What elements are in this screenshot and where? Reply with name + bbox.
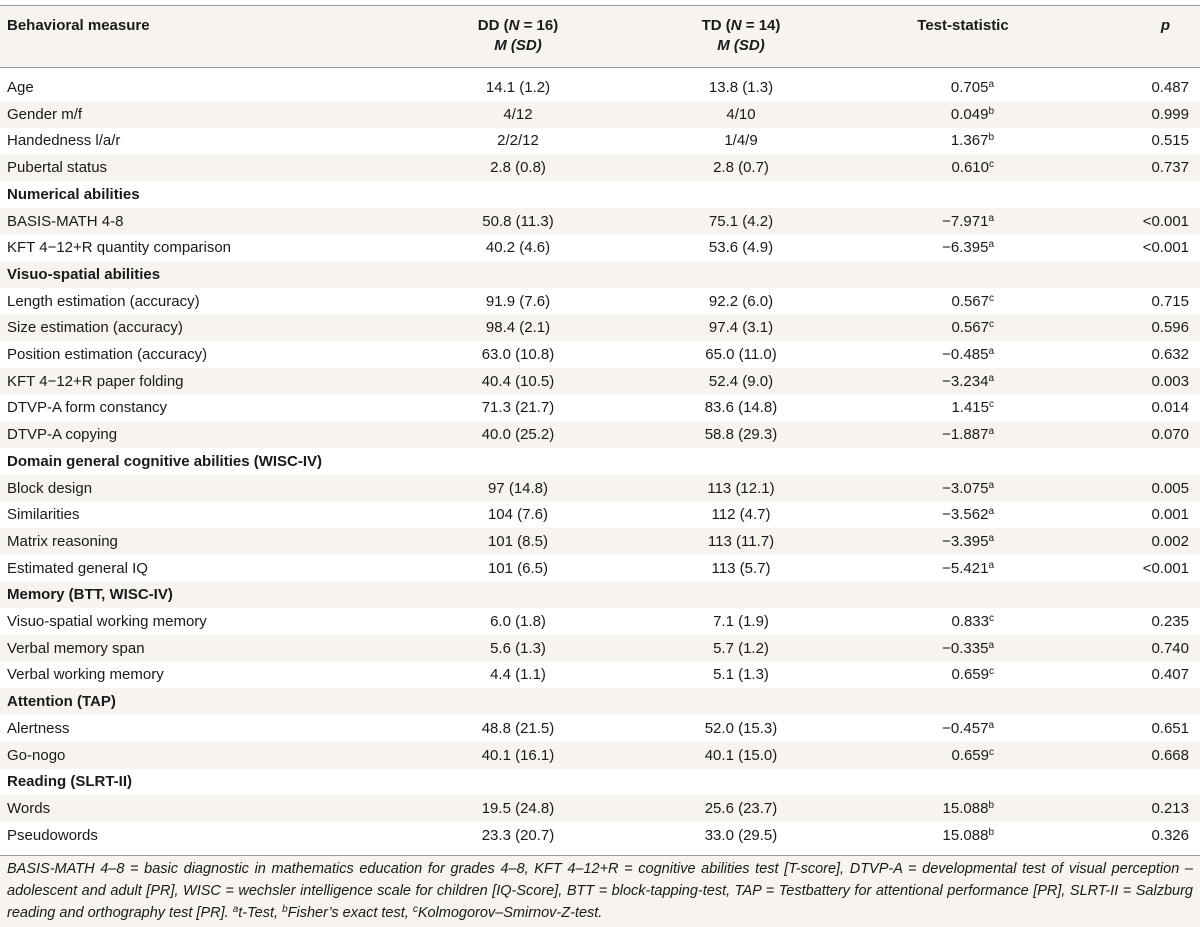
dd-value: 2/2/12 <box>497 132 539 150</box>
td-value: 40.1 (15.0) <box>704 746 778 764</box>
td-value: 112 (4.7) <box>711 506 771 524</box>
p-value: 0.326 <box>1151 826 1189 844</box>
measure-label: Pubertal status <box>7 159 108 177</box>
dd-value: 50.8 (11.3) <box>482 212 554 230</box>
measure-label: DTVP-A copying <box>7 426 118 444</box>
test-statistic-value <box>951 74 994 103</box>
header-dd-subtitle: M (SD) <box>494 37 542 54</box>
section-header-row <box>0 581 1200 608</box>
section-header-row <box>0 448 1200 475</box>
td-value: 4/10 <box>726 105 756 123</box>
measure-label: Words <box>7 799 51 817</box>
p-value: 0.070 <box>1151 426 1189 444</box>
footnote-marker: b <box>282 904 288 915</box>
table-row <box>0 394 1200 421</box>
statistic-number: 0.049 <box>950 105 989 123</box>
dd-value: 14.1 (1.2) <box>485 79 551 96</box>
test-type-marker: a <box>988 372 994 384</box>
dd-value: 48.8 (21.5) <box>481 719 555 737</box>
table-row <box>0 368 1200 395</box>
test-type-marker: c <box>989 159 994 171</box>
test-type-marker: a <box>988 639 994 651</box>
td-value: 58.8 (29.3) <box>704 426 778 444</box>
measure-label: Size estimation (accuracy) <box>7 319 183 337</box>
statistic-number: −3.562 <box>942 506 989 524</box>
section-title: Attention (TAP) <box>7 693 116 711</box>
footnote-marker: c <box>412 904 418 915</box>
test-type-marker: a <box>988 212 994 224</box>
table-row <box>0 822 1200 849</box>
measure-label: Block design <box>7 479 93 497</box>
table-row <box>0 208 1200 235</box>
td-value: 1/4/9 <box>724 132 758 150</box>
td-value: 113 (5.7) <box>711 559 771 577</box>
table-row <box>0 715 1200 742</box>
measure-label: Visuo-spatial working memory <box>7 613 207 630</box>
test-statistic-value <box>942 501 994 530</box>
td-value: 5.1 (1.3) <box>713 666 769 684</box>
test-type-marker: b <box>988 799 994 811</box>
dd-value: 97 (14.8) <box>487 479 549 497</box>
table-row <box>0 101 1200 128</box>
dd-value: 19.5 (24.8) <box>481 799 555 817</box>
test-type-marker: c <box>989 746 994 758</box>
test-type-marker: a <box>988 719 994 731</box>
measure-label: Verbal working memory <box>7 666 164 684</box>
p-value: <0.001 <box>1142 212 1189 230</box>
statistic-number: −1.887 <box>942 426 989 444</box>
table-row <box>0 742 1200 769</box>
td-value: 52.0 (15.3) <box>704 719 778 737</box>
section-header-row <box>0 688 1200 715</box>
section-header-row <box>0 181 1200 208</box>
td-value: 2.8 (0.7) <box>713 159 769 177</box>
td-value: 75.1 (4.2) <box>708 212 774 230</box>
td-value: 25.6 (23.7) <box>704 799 778 817</box>
measure-label: KFT 4−12+R paper folding <box>7 372 184 390</box>
statistic-number: 15.088 <box>942 826 989 844</box>
statistic-number: 0.659 <box>951 746 989 764</box>
header-td-subtitle: M (SD) <box>717 37 765 54</box>
dd-value: 23.3 (20.7) <box>481 826 555 844</box>
statistic-number: 0.567 <box>951 319 989 337</box>
dd-value: 40.4 (10.5) <box>481 372 555 390</box>
test-type-marker: a <box>988 532 994 544</box>
p-value: 0.651 <box>1151 719 1189 737</box>
p-value: 0.005 <box>1151 479 1189 497</box>
table-row <box>0 608 1200 635</box>
dd-value: 71.3 (21.7) <box>481 399 555 417</box>
p-value: 0.740 <box>1151 639 1189 657</box>
td-value: 83.6 (14.8) <box>704 399 778 417</box>
statistic-number: −0.335 <box>942 639 989 657</box>
footnote-marker: a <box>232 904 239 915</box>
test-type-marker: a <box>988 79 994 90</box>
test-statistic-value <box>951 394 994 423</box>
dd-value: 40.2 (4.6) <box>485 239 551 257</box>
section-header-row <box>0 261 1200 288</box>
test-type-marker: a <box>988 426 994 438</box>
statistic-number: −3.395 <box>942 532 989 550</box>
header-behavioral-measure: Behavioral measure <box>7 17 150 34</box>
table-row <box>0 501 1200 528</box>
table-row <box>0 127 1200 154</box>
statistic-number: −3.234 <box>942 372 989 390</box>
dd-value: 63.0 (10.8) <box>481 346 555 363</box>
test-type-marker: b <box>988 132 994 144</box>
measure-label: KFT 4−12+R quantity comparison <box>7 239 232 257</box>
table-row <box>0 528 1200 555</box>
test-type-marker: c <box>989 666 994 678</box>
section-title: Domain general cognitive abilities (WISC-IV) <box>7 452 323 470</box>
section-title: Memory (BTT, WISC-IV) <box>7 586 173 604</box>
measure-label: Pseudowords <box>7 826 98 844</box>
test-type-marker: b <box>988 826 994 838</box>
p-value: <0.001 <box>1142 559 1189 577</box>
dd-value: 5.6 (1.3) <box>490 639 546 657</box>
dd-value: 6.0 (1.8) <box>490 613 546 630</box>
footnote-test-name: t-Test, <box>238 905 283 921</box>
table-row <box>0 74 1200 101</box>
p-value: 0.999 <box>1151 105 1189 123</box>
statistic-number: 1.415 <box>951 399 989 417</box>
statistic-number: 1.367 <box>950 132 989 150</box>
footnote-test-notes <box>233 905 603 921</box>
header-td <box>643 16 839 56</box>
p-value: 0.002 <box>1151 532 1189 550</box>
statistic-number: 0.567 <box>951 292 989 310</box>
test-statistic-value <box>951 742 994 771</box>
measure-label: Estimated general IQ <box>7 559 148 577</box>
header-p: p <box>1160 17 1170 34</box>
td-value: 92.2 (6.0) <box>708 292 774 310</box>
test-statistic-value <box>942 341 994 370</box>
test-type-marker: c <box>989 613 994 624</box>
td-value: 53.6 (4.9) <box>708 239 774 257</box>
footnote-test-name: Kolmogorov–Smirnov-Z-test. <box>417 905 603 921</box>
test-statistic-value <box>942 234 994 263</box>
statistic-number: −3.075 <box>942 479 989 497</box>
measure-label: Alertness <box>7 719 70 737</box>
header-test-statistic: Test-statistic <box>917 17 1009 34</box>
table-row <box>0 555 1200 582</box>
table-row <box>0 635 1200 662</box>
test-statistic-value <box>943 795 994 824</box>
p-value: 0.668 <box>1151 746 1189 764</box>
test-statistic-value <box>951 101 994 130</box>
test-type-marker: a <box>988 479 994 491</box>
test-type-marker: b <box>988 105 994 117</box>
measure-label: Matrix reasoning <box>7 532 118 550</box>
statistic-number: 15.088 <box>942 799 989 817</box>
statistic-number: −0.485 <box>942 346 989 363</box>
measure-label: Verbal memory span <box>7 639 145 657</box>
test-type-marker: a <box>988 239 994 251</box>
p-value: 0.003 <box>1151 372 1189 390</box>
dd-value: 101 (6.5) <box>487 559 549 577</box>
test-statistic-value <box>951 661 994 690</box>
table-row <box>0 421 1200 448</box>
td-value: 5.7 (1.2) <box>713 639 769 657</box>
test-statistic-value <box>942 368 994 397</box>
header-dd-title: DD (N = 16) <box>477 17 559 34</box>
test-statistic-value <box>951 127 994 156</box>
p-value: 0.596 <box>1151 319 1189 337</box>
p-value: <0.001 <box>1142 239 1189 257</box>
p-value: 0.213 <box>1151 799 1189 817</box>
td-value: 33.0 (29.5) <box>704 826 778 844</box>
measure-label: Position estimation (accuracy) <box>7 346 208 363</box>
statistic-number: 0.705 <box>950 79 989 96</box>
footnote-abbreviations: BASIS-MATH 4–8 = basic diagnostic in mathematics education for grades 4–8, KFT 4–12+R = cognitive abilities test [T-score], DTVP-A = developmental test of visual perception – adolescent and adult [PR], WISC = wechsler intelligence scale for children [IQ-Score], BTT = block-tapping-test, TAP = Testbattery for attentional performance [PR], SLRT-II = Salzburg reading and orthography test [PR]. <box>7 861 1193 921</box>
table-row <box>0 341 1200 368</box>
statistic-number: −0.457 <box>942 719 989 737</box>
p-value: 0.487 <box>1151 79 1189 96</box>
test-statistic-value <box>942 555 994 584</box>
test-type-marker: c <box>989 399 994 411</box>
dd-value: 101 (8.5) <box>487 532 549 550</box>
td-value: 97.4 (3.1) <box>708 319 774 337</box>
table-row <box>0 288 1200 315</box>
p-value: 0.632 <box>1151 346 1189 363</box>
test-type-marker: a <box>988 346 994 357</box>
footnote-test-name: Fisher’s exact test, <box>287 905 413 921</box>
td-value: 65.0 (11.0) <box>705 346 777 363</box>
test-statistic-value <box>942 528 994 557</box>
test-statistic-value <box>942 635 994 664</box>
measure-label: DTVP-A form constancy <box>7 399 168 417</box>
top-rule <box>0 5 1200 6</box>
test-type-marker: c <box>989 292 994 304</box>
dd-value: 4/12 <box>503 105 533 123</box>
section-title: Numerical abilities <box>7 185 140 203</box>
dd-value: 4.4 (1.1) <box>490 666 546 684</box>
measure-label: Go-nogo <box>7 746 66 764</box>
section-title: Reading (SLRT-II) <box>7 773 132 791</box>
p-value: 0.737 <box>1151 159 1189 177</box>
header-td-title: TD (N = 14) <box>701 17 781 34</box>
measure-label: Length estimation (accuracy) <box>7 292 200 310</box>
td-value: 7.1 (1.9) <box>713 613 769 630</box>
table-row <box>0 234 1200 261</box>
test-statistic-value <box>942 208 994 237</box>
test-statistic-value <box>951 314 994 343</box>
measure-label: BASIS-MATH 4-8 <box>7 212 124 230</box>
test-type-marker: a <box>988 559 994 571</box>
statistic-number: −7.971 <box>942 212 989 230</box>
p-value: 0.014 <box>1151 399 1189 417</box>
section-header-row <box>0 768 1200 795</box>
p-value: 0.235 <box>1151 613 1189 630</box>
measure-label: Handedness l/a/r <box>7 132 121 150</box>
td-value: 113 (11.7) <box>707 532 775 550</box>
td-value: 13.8 (1.3) <box>708 79 774 96</box>
td-value: 113 (12.1) <box>707 479 775 497</box>
table-row <box>0 154 1200 181</box>
test-statistic-value <box>951 154 994 183</box>
p-value: 0.715 <box>1151 292 1189 310</box>
statistic-number: −6.395 <box>942 239 989 257</box>
dd-value: 2.8 (0.8) <box>490 159 546 177</box>
statistic-number: 0.610 <box>951 159 989 177</box>
measure-label: Gender m/f <box>7 105 83 123</box>
header-rule <box>0 67 1200 68</box>
p-value: 0.001 <box>1151 506 1189 524</box>
test-statistic-value <box>942 475 994 504</box>
test-type-marker: c <box>989 319 994 331</box>
dd-value: 40.1 (16.1) <box>481 746 555 764</box>
statistic-number: 0.833 <box>951 613 989 630</box>
td-value: 52.4 (9.0) <box>708 372 774 390</box>
section-title: Visuo-spatial abilities <box>7 265 161 283</box>
test-statistic-value <box>943 822 994 851</box>
test-statistic-value <box>942 715 994 744</box>
measure-label: Age <box>7 79 34 96</box>
dd-value: 104 (7.6) <box>487 506 549 524</box>
table-row <box>0 795 1200 822</box>
dd-value: 40.0 (25.2) <box>481 426 555 444</box>
dd-value: 98.4 (2.1) <box>485 319 551 337</box>
dd-value: 91.9 (7.6) <box>485 292 551 310</box>
test-type-marker: a <box>988 506 994 518</box>
test-statistic-value <box>942 421 994 450</box>
header-dd <box>420 16 616 56</box>
table-footnote <box>7 858 1193 926</box>
statistic-number: −5.421 <box>942 559 989 577</box>
p-value: 0.515 <box>1151 132 1189 150</box>
table-row <box>0 661 1200 688</box>
statistic-number: 0.659 <box>951 666 989 684</box>
table-row <box>0 314 1200 341</box>
test-statistic-value <box>951 288 994 317</box>
measure-label: Similarities <box>7 506 80 524</box>
test-statistic-value <box>951 608 994 637</box>
p-value: 0.407 <box>1151 666 1189 684</box>
table-row <box>0 475 1200 502</box>
